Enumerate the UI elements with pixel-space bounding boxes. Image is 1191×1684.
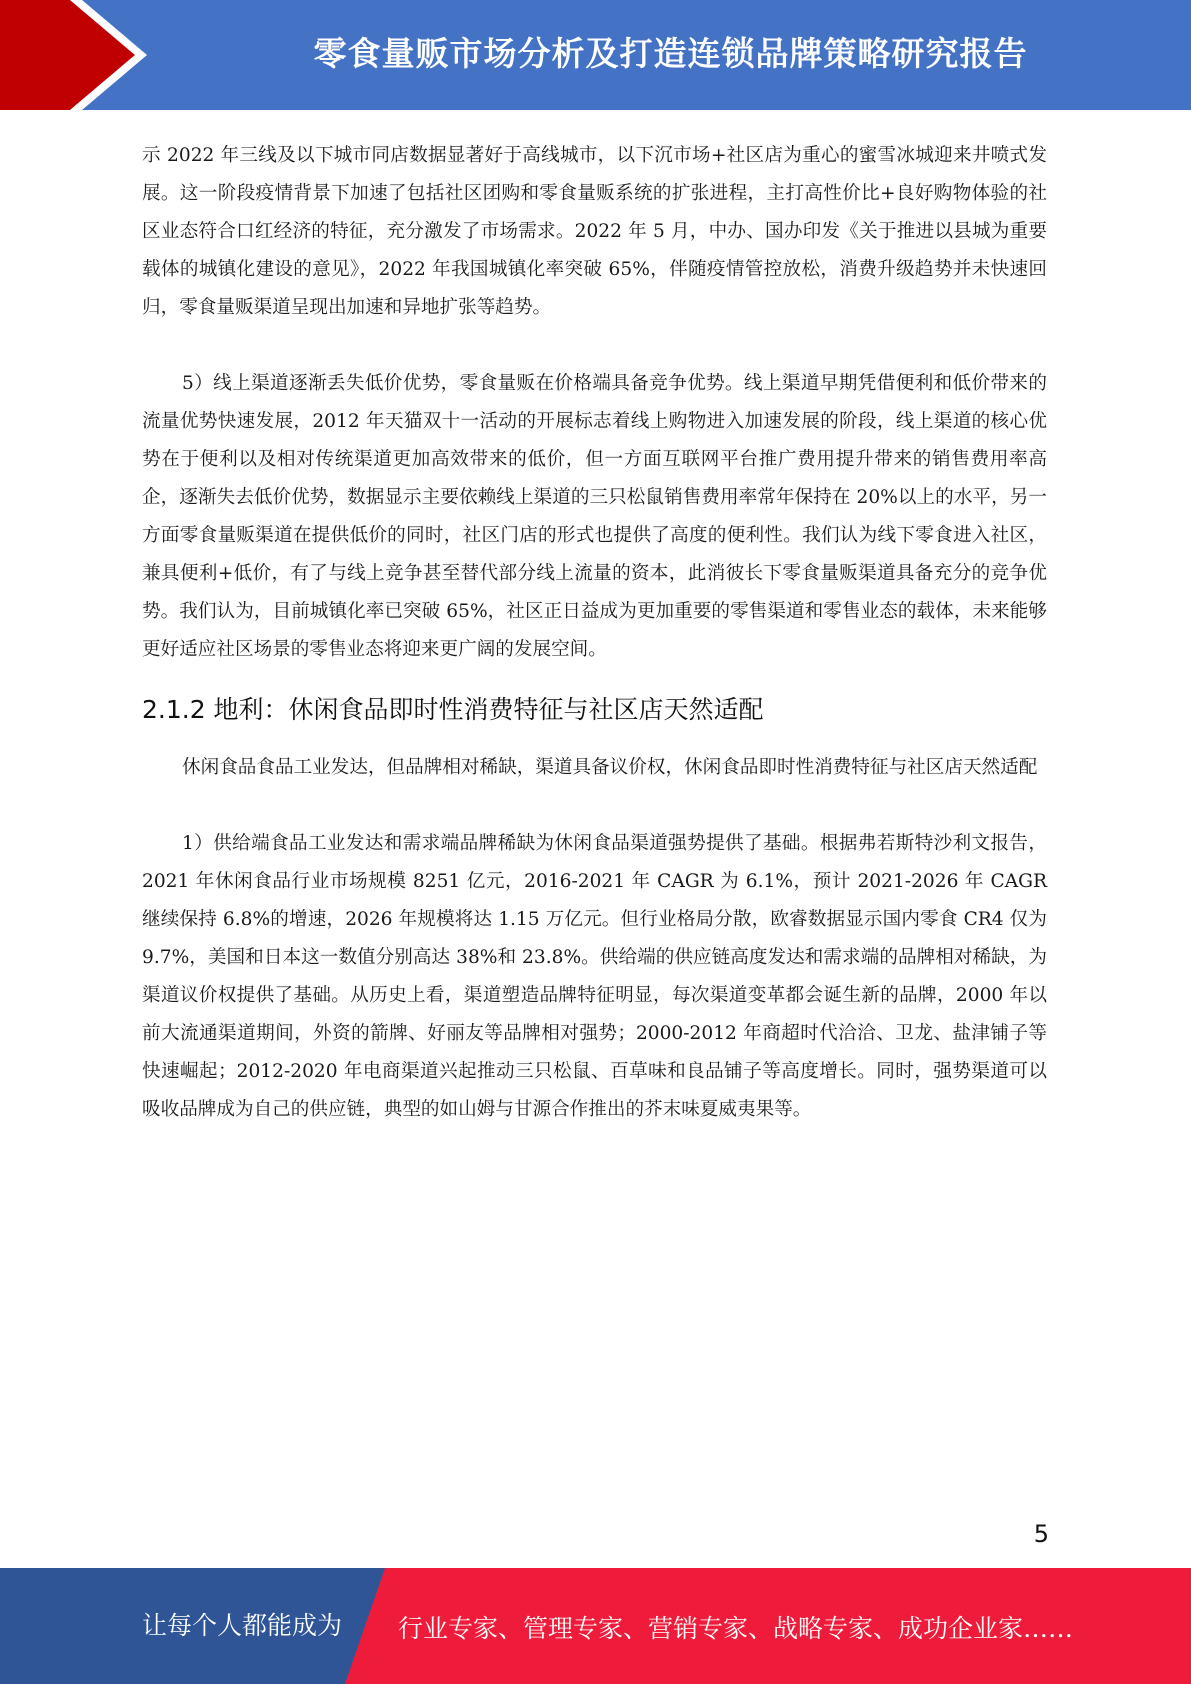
paragraph-continuation: 示 2022 年三线及以下城市同店数据显著好于高线城市，以下沉市场+社区店为重心的蜜雪冰城迎来井喷式发展。这一阶段疫情背景下加速了包括社区团购和零食量贩系统的扩张进程，主打高性价比+良好购物体验的社区业态符合口红经济的特征，充分激发了市场需求。2022 年 5 月，中办、国办印发《关于推进以县城为重要载体的城镇化建设的意见》，2022 年我国城镇化率突破 65%，伴随疫情管控放松，消费升级趋势并未快速回归，零食量贩渠道呈现出加速和异地扩张等趋势。	[142, 145, 1047, 318]
paragraph-supply-demand: 1）供给端食品工业发达和需求端品牌稀缺为休闲食品渠道强势提供了基础。根据弗若斯特沙利文报告，2021 年休闲食品行业市场规模 8251 亿元，2016-2021 年 CAGR 为 6.1%，预计 2021-2026 年 CAGR 继续保持 6.8%的增速，2026 年规模将达 1.15 万亿元。但行业格局分散，欧睿数据显示国内零食 CR4 仅为 9.7%，美国和日本这一数值分别高达 38%和 23.8%。供给端的供应链高度发达和需求端的品牌相对稀缺，为渠道议价权提供了基础。从历史上看，渠道塑造品牌特征明显，每次渠道变革都会诞生新的品牌，2000 年以前大流通渠道期间，外资的箭牌、好丽友等品牌相对强势；2000-2012 年商超时代洽洽、卫龙、盐津铺子等快速崛起；2012-2020 年电商渠道兴起推动三只松鼠、百草味和良品铺子等高度增长。同时，强势渠道可以吸收品牌成为自己的供应链，典型的如山姆与甘源合作推出的芥末味夏威夷果等。	[142, 833, 1047, 1120]
document-body	[142, 137, 1047, 1129]
report-title: 零食量贩市场分析及打造连锁品牌策略研究报告	[313, 34, 1028, 73]
paragraph-online-channel: 5）线上渠道逐渐丢失低价优势，零食量贩在价格端具备竞争优势。线上渠道早期凭借便利和低价带来的流量优势快速发展，2012 年天猫双十一活动的开展标志着线上购物进入加速发展的阶段，线上渠道的核心优势在于便利以及相对传统渠道更加高效带来的低价，但一方面互联网平台推广费用提升带来的销售费用率高企，逐渐失去低价优势，数据显示主要依赖线上渠道的三只松鼠销售费用率常年保持在 20%以上的水平，另一方面零食量贩渠道在提供低价的同时，社区门店的形式也提供了高度的便利性。我们认为线下零食进入社区，兼具便利+低价，有了与线上竞争甚至替代部分线上流量的资本，此消彼长下零食量贩渠道具备充分的竞争优势。我们认为，目前城镇化率已突破 65%，社区正日益成为更加重要的零售渠道和零售业态的载体，未来能够更好适应社区场景的零售业态将迎来更广阔的发展空间。	[142, 373, 1047, 660]
paragraph-section-intro: 休闲食品食品工业发达，但品牌相对稀缺，渠道具备议价权，休闲食品即时性消费特征与社区店天然适配	[182, 757, 1038, 778]
page-footer-banner	[0, 1568, 1191, 1684]
header-arrow-decoration	[0, 0, 150, 110]
footer-slogan-left: 让每个人都能成为	[142, 1611, 343, 1640]
section-heading: 2.1.2 地利：休闲食品即时性消费特征与社区店天然适配	[142, 695, 764, 724]
footer-slogan-right: 行业专家、管理专家、营销专家、战略专家、成功企业家……	[398, 1614, 1074, 1643]
page-number: 5	[1033, 1520, 1049, 1548]
page-header-banner	[0, 0, 1191, 110]
